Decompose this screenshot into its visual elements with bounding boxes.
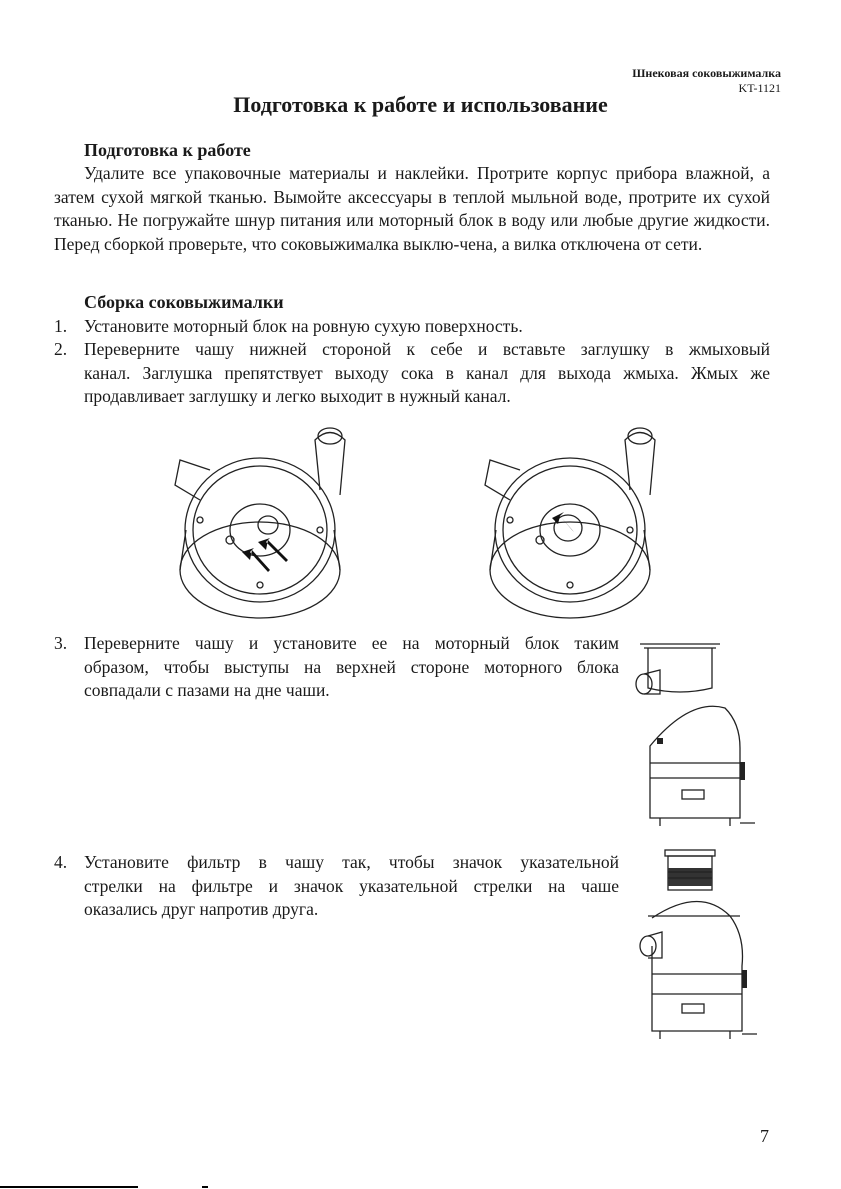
footer-rule: [0, 1186, 138, 1188]
step-number: 4.: [54, 852, 68, 872]
step-line: образом, чтобы выступы на верхней стороне моторного блока: [84, 656, 619, 677]
step-line: оказались друг напротив друга.: [84, 899, 319, 919]
step-number: 3.: [54, 633, 68, 653]
preparation-paragraph: [54, 162, 770, 256]
header-product-name: Шнековая соковыжималка: [632, 66, 781, 80]
step-line: Переверните чашу и установите ее на моторный блок таким: [84, 633, 619, 653]
step-line: совпадали с пазами на дне чаши.: [84, 680, 330, 700]
footer-dash: [202, 1186, 208, 1188]
step-line: стрелки на фильтре и значок указательной стрелки на чаше: [84, 875, 619, 896]
step-line: продавливает заглушку и легко выходит в нужный канал.: [84, 386, 511, 406]
step-number: 2.: [54, 339, 68, 359]
bowl-on-motor-illustration: [630, 638, 760, 833]
step-line: Установите моторный блок на ровную сухую поверхность.: [84, 316, 523, 336]
step-number: 1.: [54, 316, 68, 336]
bowl-bottom-illustration-right: [480, 420, 660, 625]
step-line: Установите фильтр в чашу так, чтобы значок указательной: [84, 852, 619, 872]
page-number: 7: [760, 1126, 769, 1146]
preparation-text: Удалите все упаковочные материалы и наклейки. Протрите корпус прибора влажной, а затем сухой мягкой тканью. Вымойте аксессуары в теплой мыльной воде, протрите их сухой тканью. Не погружайте шнур питания или моторный блок в воду или любые другие жидкости. Перед сборкой проверьте, что соковыжималка выклю-чена, а вилка отключена от сети.: [54, 163, 770, 254]
header-model-number: KT-1121: [738, 81, 781, 95]
filter-into-bowl-illustration: [630, 846, 760, 1046]
step-line: канал. Заглушка препятствует выходу сока в канал для выхода жмыха. Жмых же: [84, 362, 770, 383]
step-line: Переверните чашу нижней стороной к себе и вставьте заглушку в жмыховый: [84, 339, 770, 359]
bowl-bottom-illustration-left: [170, 420, 350, 625]
page-title: Подготовка к работе и использование: [233, 92, 608, 117]
preparation-heading: Подготовка к работе: [84, 140, 251, 160]
assembly-heading: Сборка соковыжималки: [84, 292, 284, 312]
